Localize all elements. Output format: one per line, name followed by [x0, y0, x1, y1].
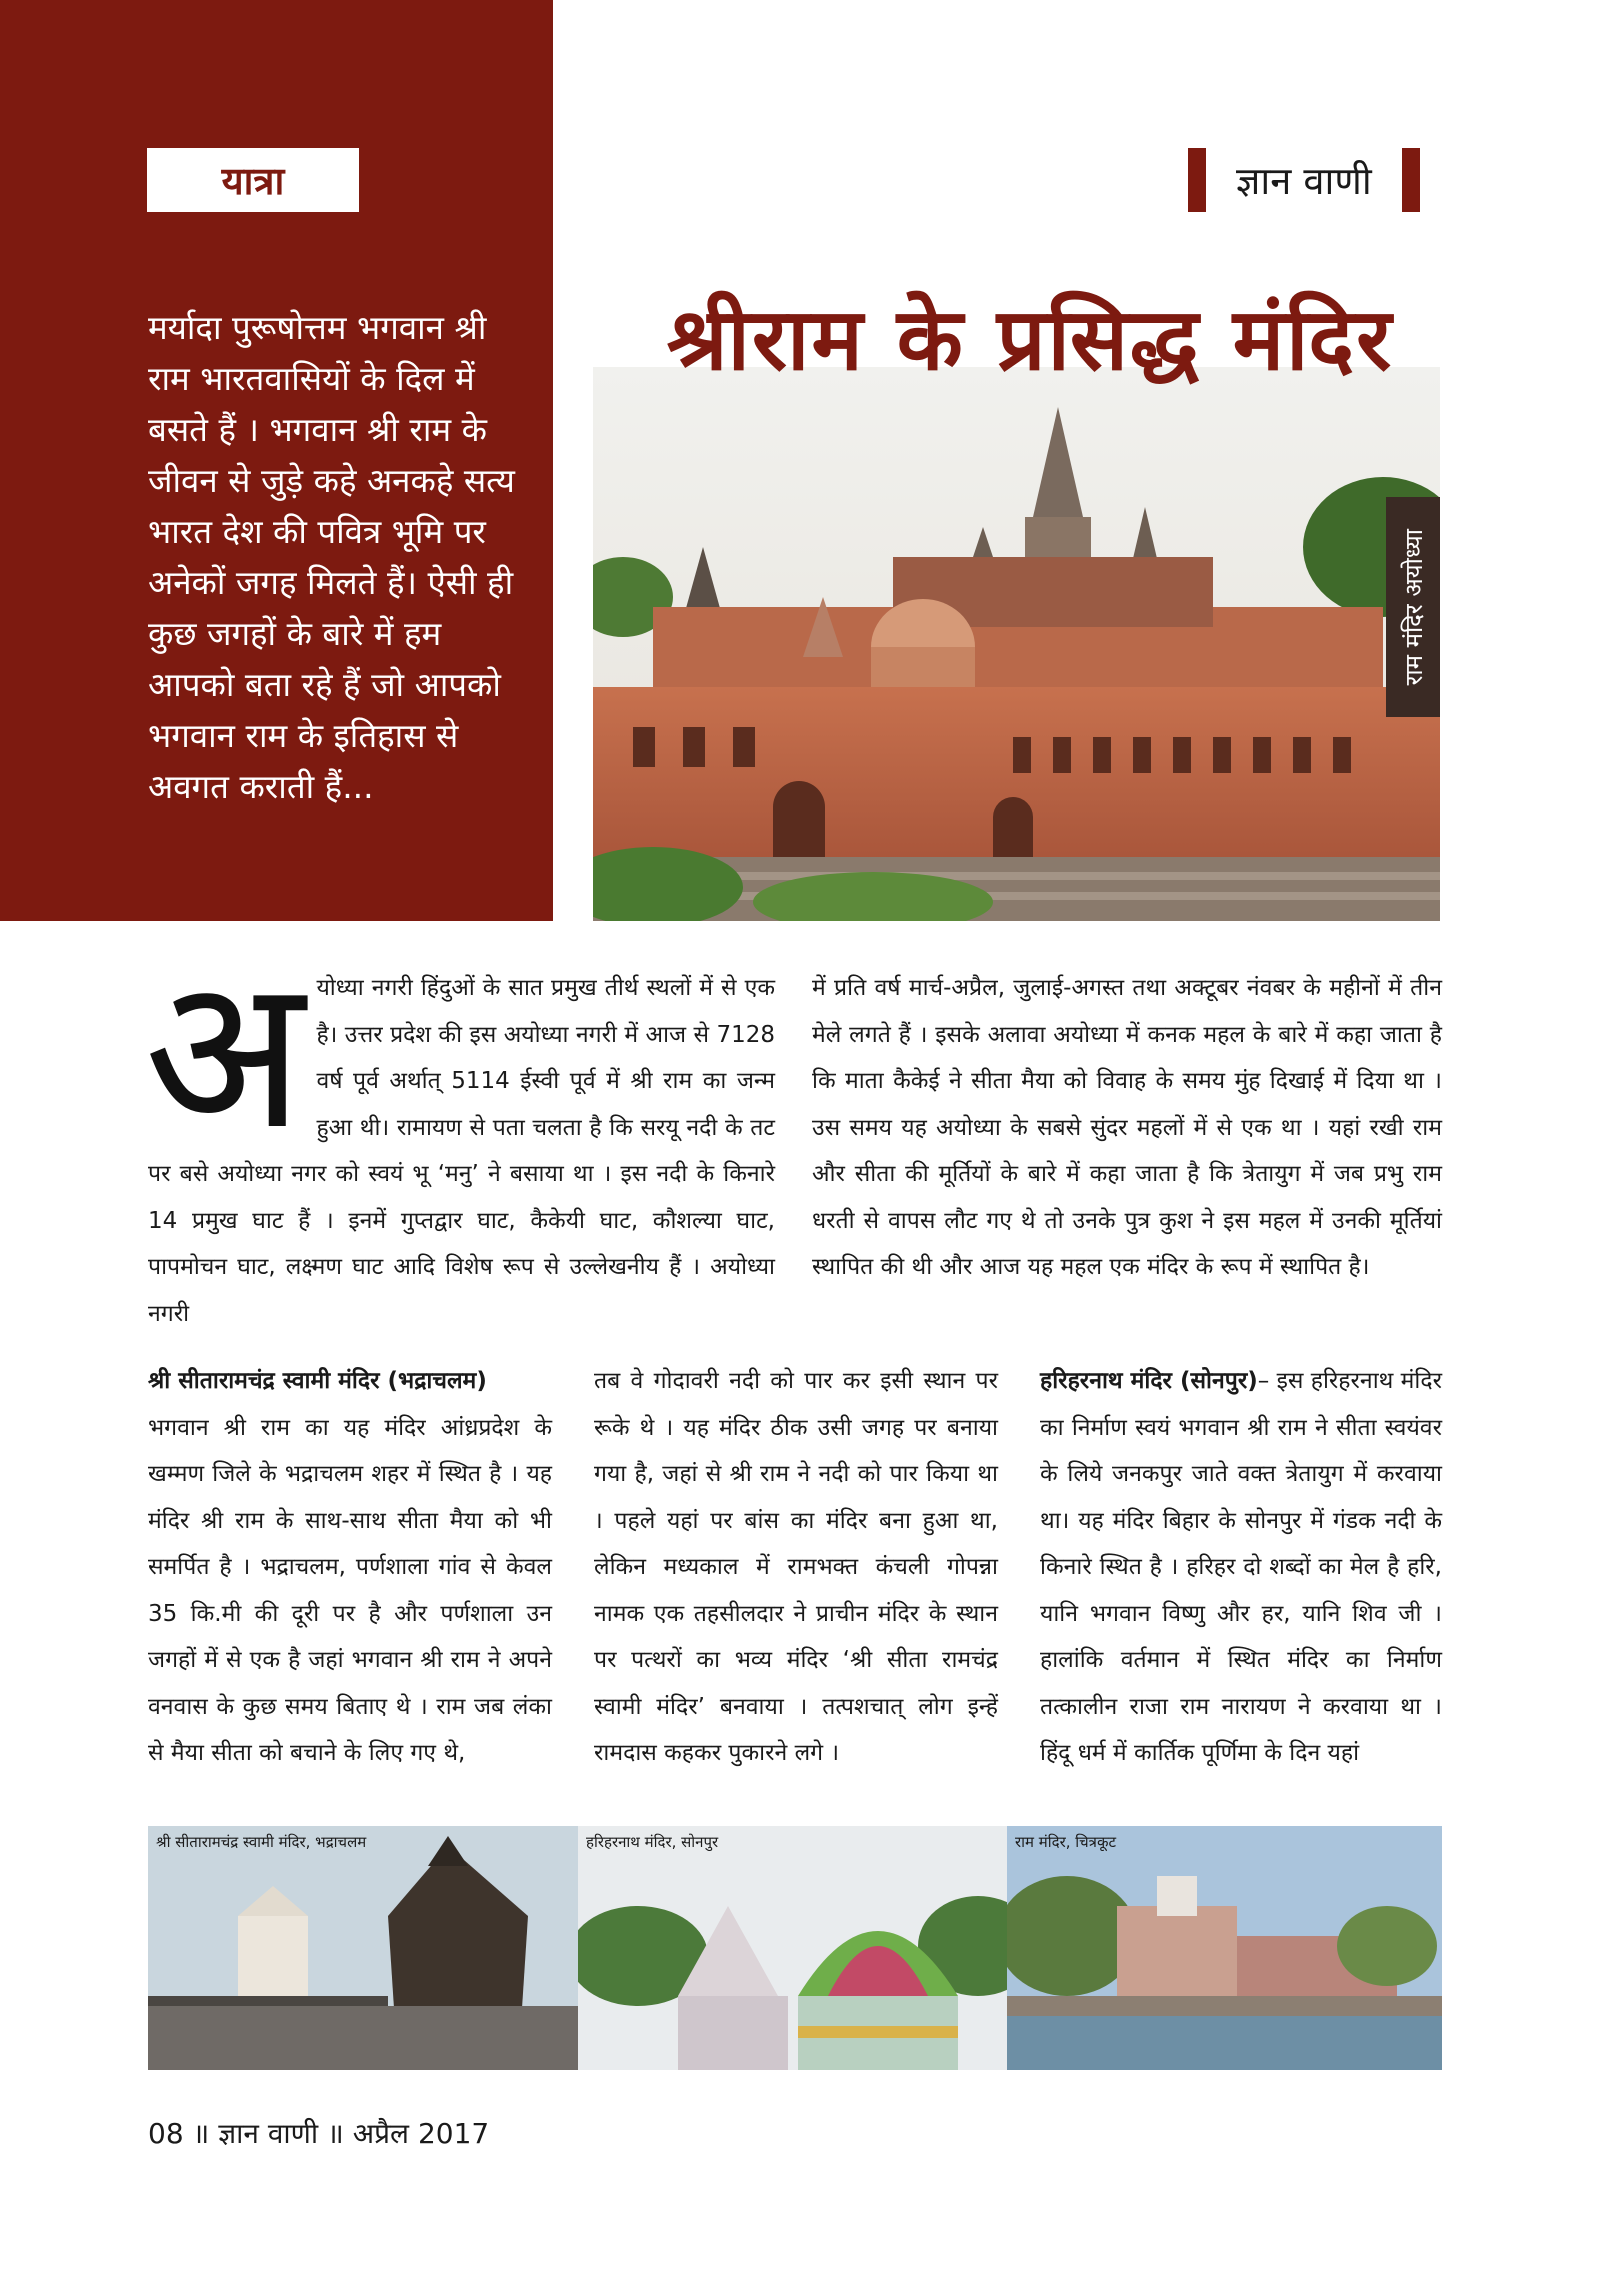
photo-2-caption: हरिहरनाथ मंदिर, सोनपुर: [586, 1833, 719, 1851]
page-title: श्रीराम के प्रसिद्ध मंदिर: [666, 290, 1394, 390]
magazine-name: ज्ञान वाणी: [1236, 159, 1372, 203]
column-1-heading: श्री सीतारामचंद्र स्वामी मंदिर (भद्राचलम): [148, 1368, 487, 1394]
photo-2-image: [578, 1826, 1024, 2070]
photo-bhadrachalam-temple: [148, 1826, 594, 2070]
hero-caption: [1386, 497, 1440, 717]
article-column-1: [148, 1358, 552, 1777]
section-label: यात्रा: [147, 148, 359, 212]
temple-illustration: [593, 367, 1440, 921]
article-paragraph-2: में प्रति वर्ष मार्च-अप्रैल, जुलाई-अगस्त तथा अक्टूबर नंवबर के महीनों में तीन मेले लगते हैं । इसके अलावा अयोध्या में कनक महल के बारे में कहा जाता है कि माता कैकेई ने सीता मैया को विवाह के समय मुंह दिखाई में दिया था । उस समय यह अयोध्या के सबसे सुंदर महलों में से एक था । यहां रखी राम और सीता की मूर्तियों के बारे में कहा जाता है कि त्रेतायुग में जब प्रभु राम धरती से वापस लौट गए थे तो उनके पुत्र कुश ने इस महल में उनकी मूर्तियां स्थापित की थी और आज यह महल एक मंदिर के रूप में स्थापित है।: [812, 975, 1442, 1280]
photo-3-caption: राम मंदिर, चित्रकूट: [1015, 1833, 1117, 1851]
photo-hariharnath-temple: [578, 1826, 1024, 2070]
column-3-text: – इस हरिहरनाथ मंदिर का निर्माण स्वयं भगवान श्री राम ने सीता स्वयंवर के लिये जनकपुर जाते वक्त त्रेतायुग में करवाया था। यह मंदिर बिहार के सोनपुर में गंडक नदी के किनारे स्थित है । हरिहर दो शब्दों का मेल है हरि, यानि भगवान विष्णु और हर, यानि शिव जी । हालांकि वर्तमान में स्थित मंदिर का निर्माण तत्कालीन राजा राम नारायण ने करवाया था । हिंदू धर्म में कार्तिक पूर्णिमा के दिन यहां: [1040, 1368, 1442, 1766]
drop-cap: अ: [144, 931, 305, 1176]
page-footer: 08 ॥ ज्ञान वाणी ॥ अप्रैल 2017: [148, 2117, 490, 2150]
magazine-brand: [1188, 148, 1420, 212]
article-paragraph-1-text: योध्या नगरी हिंदुओं के सात प्रमुख तीर्थ स्थलों में से एक है। उत्तर प्रदेश की इस अयोध्या नगरी में आज से 7128 वर्ष पूर्व अर्थात् 5114 ईस्वी पूर्व में श्री राम का जन्म हुआ थी। रामायण से पता चलता है कि सरयू नदी के तट पर बसे अयोध्या नगर को स्वयं भू ‘मनु’ ने बसाया था । इस नदी के किनारे 14 प्रमुख घाट हैं । इनमें गुप्तद्वार घाट, कैकेयी घाट, कौशल्या घाट, पापमोचन घाट, लक्ष्मण घाट आदि विशेष रूप से उल्लेखनीय हैं । अयोध्या नगरी: [148, 975, 775, 1327]
intro-panel: [0, 0, 553, 921]
photo-chitrakoot-temple: [1007, 1826, 1442, 2070]
photo-3-image: [1007, 1826, 1442, 2070]
photo-1-caption: श्री सीतारामचंद्र स्वामी मंदिर, भद्राचलम: [156, 1833, 367, 1851]
brand-bar-right: [1402, 148, 1420, 212]
brand-bar-left: [1188, 148, 1206, 212]
hero-image-ayodhya-temple: [593, 367, 1440, 921]
article-column-3: [1040, 1358, 1442, 1777]
column-3-heading: हरिहरनाथ मंदिर (सोनपुर): [1040, 1368, 1258, 1394]
photo-1-image: [148, 1826, 594, 2070]
article-column-2: तब वे गोदावरी नदी को पार कर इसी स्थान पर रूके थे । यह मंदिर ठीक उसी जगह पर बनाया गया है, जहां से श्री राम ने नदी को पार किया था । पहले यहां पर बांस का मंदिर बना हुआ था, लेकिन मध्यकाल में रामभक्त कंचली गोपन्ना नामक एक तहसीलदार ने प्राचीन मंदिर के स्थान पर पत्थरों का भव्य मंदिर ‘श्री सीता रामचंद्र स्वामी मंदिर’ बनवाया । तत्पशचात् लोग इन्हें रामदास कहकर पुकारने लगे ।: [594, 1368, 998, 1766]
intro-text: मर्यादा पुरूषोत्तम भगवान श्री राम भारतवासियों के दिल में बसते हैं । भगवान श्री राम के जीवन से जुड़े कहे अनकहे सत्य भारत देश की पवित्र भूमि पर अनेकों जगह मिलते हैं। ऐसी ही कुछ जगहों के बारे में हम आपको बता रहे हैं जो आपको भगवान राम के इतिहास से अवगत कराती हैं...: [148, 308, 515, 806]
article-paragraph-1: [144, 931, 775, 1337]
column-1-text: भगवान श्री राम का यह मंदिर आंध्रप्रदेश के खम्मण जिले के भद्राचलम शहर में स्थित है । यह मंदिर श्री राम के साथ-साथ सीता मैया को भी समर्पित है । भद्राचलम, पर्णशाला गांव से केवल 35 कि.मी की दूरी पर है और पर्णशाला उन जगहों में से एक है जहां भगवान श्री राम ने अपने वनवास के कुछ समय बिताए थे । राम जब लंका से मैया सीता को बचाने के लिए गए थे,: [148, 1414, 552, 1766]
hero-caption-text: राम मंदिर अयोध्या: [1399, 528, 1428, 686]
